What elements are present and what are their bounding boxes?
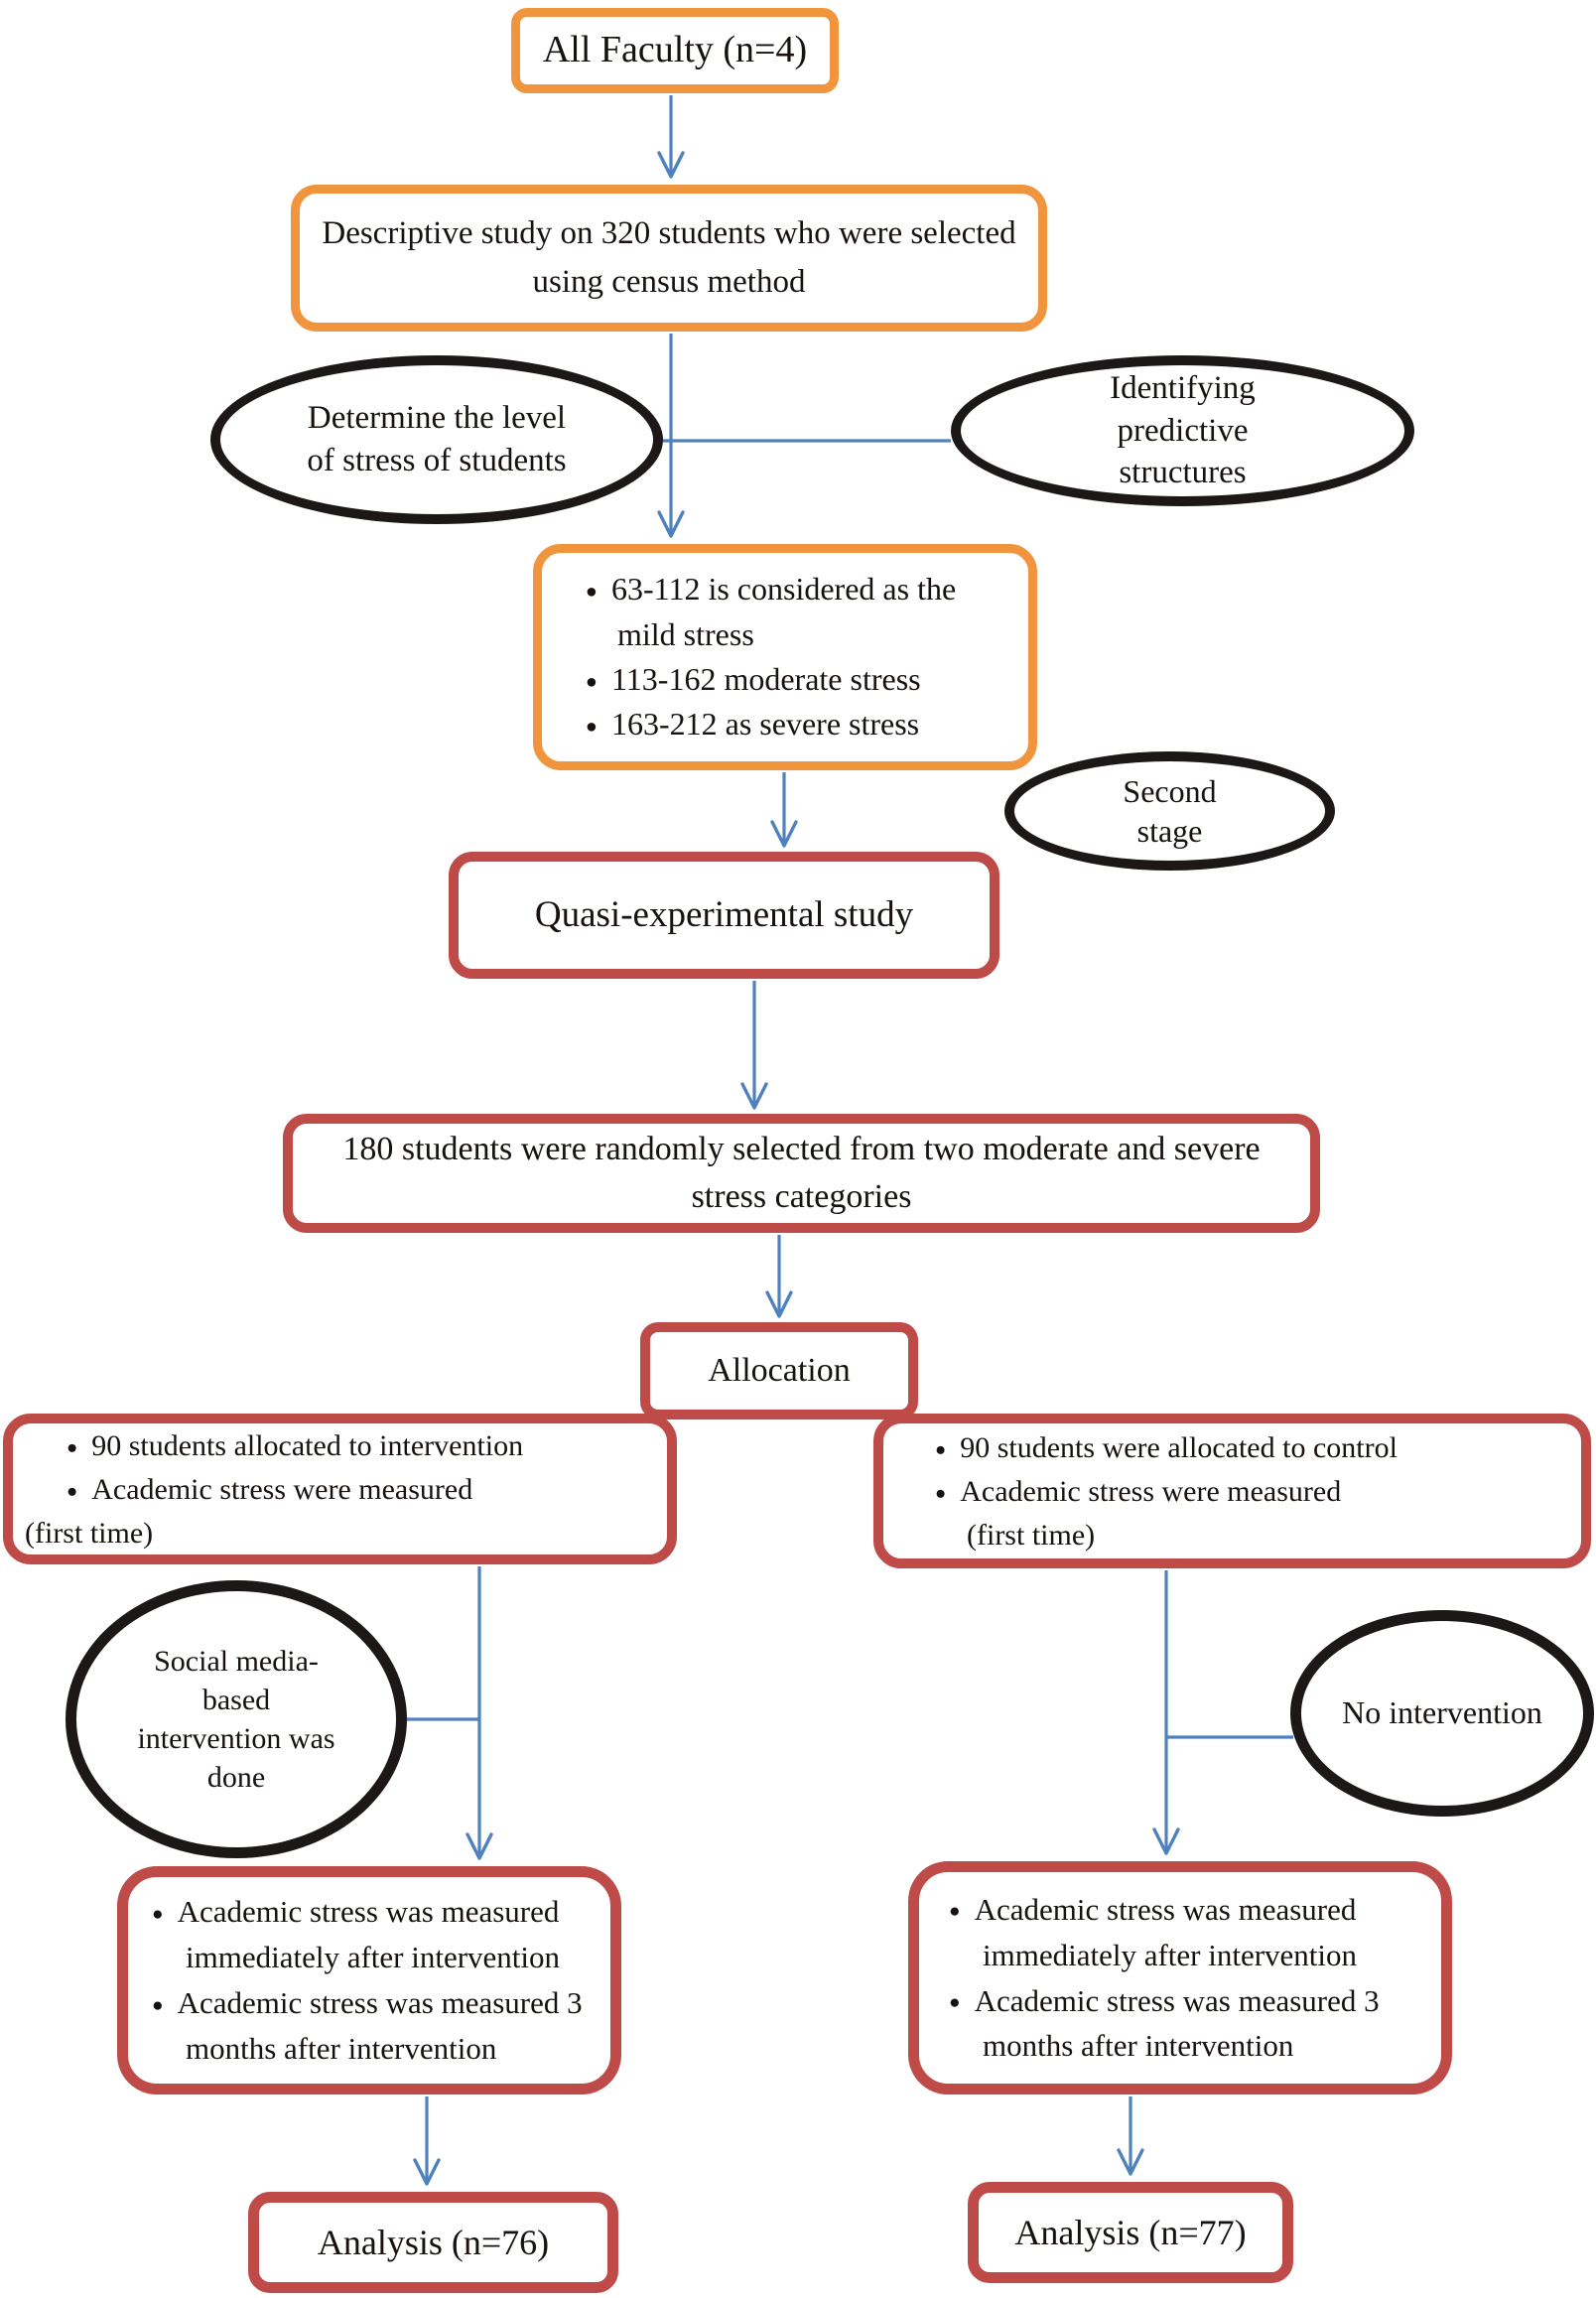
node-intervention-followup-measures <box>117 1866 621 2095</box>
node-analysis-intervention <box>248 2192 618 2293</box>
node-random-selection <box>283 1114 1320 1233</box>
ellipse-social-media-intervention <box>66 1580 407 1858</box>
ellipse-determine-stress-level-label: Determine the level of stress of students <box>307 400 567 478</box>
control-allocation-list <box>935 1429 1567 1517</box>
node-analysis-intervention-label: Analysis (n=76) <box>317 2222 550 2262</box>
first-time-note: (first time) <box>967 1518 1096 1552</box>
node-quasi-experimental-study <box>449 852 999 979</box>
control-followup-list <box>949 1887 1425 2070</box>
intervention-followup-list <box>152 1889 595 2072</box>
list-item: ● 63-112 is considered as the mild stress <box>586 567 1008 657</box>
node-descriptive-study <box>291 185 1047 332</box>
node-analysis-control <box>968 2182 1293 2283</box>
list-item: ● 113-162 moderate stress <box>586 657 1008 702</box>
node-allocation-label: Allocation <box>708 1351 851 1389</box>
ellipse-identifying-predictive-structures-label: Identifying predictive structures <box>1110 369 1256 491</box>
node-allocation <box>640 1322 918 1419</box>
node-descriptive-study-label: Descriptive study on 320 students who were selected using census method <box>322 214 1016 300</box>
node-random-selection-label: 180 students were randomly selected from two moderate and severe stress categories <box>342 1131 1261 1215</box>
ellipse-second-stage-label: Second stage <box>1123 773 1217 849</box>
ellipse-social-media-intervention-label: Social media-based intervention was done <box>137 1645 335 1794</box>
first-time-note: (first time) <box>25 1516 154 1550</box>
list-item: ● Academic stress was measured immediately after intervention <box>949 1887 1425 1978</box>
node-intervention-allocation <box>3 1414 677 1564</box>
ellipse-determine-stress-level <box>210 355 663 524</box>
ellipse-no-intervention-label: No intervention <box>1342 1694 1542 1731</box>
list-item: ● 90 students were allocated to control <box>935 1429 1567 1467</box>
node-control-followup-measures <box>908 1861 1452 2095</box>
node-analysis-control-label: Analysis (n=77) <box>1014 2212 1247 2252</box>
list-item: ● 90 students allocated to intervention <box>66 1427 653 1465</box>
ellipse-second-stage <box>1004 751 1335 871</box>
list-item: ● Academic stress was measured immediately after intervention <box>152 1889 595 1980</box>
list-item: ● Academic stress were measured <box>935 1473 1567 1511</box>
node-all-faculty <box>511 8 839 93</box>
node-stress-level-ranges <box>533 544 1037 770</box>
ellipse-identifying-predictive-structures <box>951 355 1414 506</box>
node-control-allocation <box>873 1414 1591 1568</box>
list-item: ● Academic stress were measured <box>66 1471 653 1509</box>
intervention-allocation-list <box>66 1427 653 1515</box>
ellipse-no-intervention <box>1290 1610 1594 1817</box>
list-item: ● Academic stress was measured 3 months after intervention <box>949 1978 1425 2070</box>
node-quasi-experimental-study-label: Quasi-experimental study <box>534 893 914 935</box>
list-item: ● Academic stress was measured 3 months after intervention <box>152 1980 595 2072</box>
node-all-faculty-label: All Faculty (n=4) <box>542 29 808 71</box>
list-item: ● 163-212 as severe stress <box>586 702 1008 746</box>
stress-level-list <box>586 567 1008 747</box>
